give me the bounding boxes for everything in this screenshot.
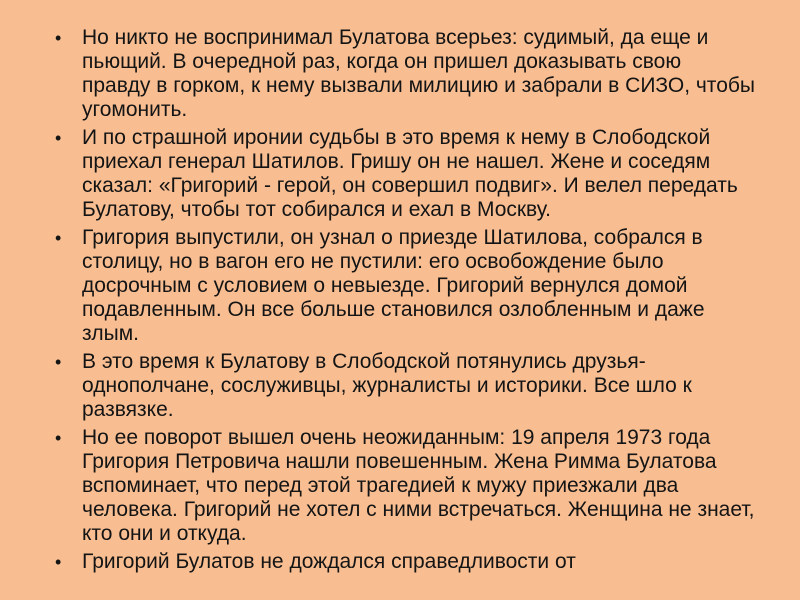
bullet-item — [55, 226, 755, 346]
paragraph-text: И по страшной иронии судьбы в это время к нему в Слободской приехал генерал Шатилов. Гришу он не нашел. Жене и соседям сказал: «Григорий - герой, он совершил подвиг». И велел передать Булатову, чтобы тот собирался и ехал в Москву. — [82, 126, 738, 221]
paragraph-text: В это время к Булатову в Слободской потянулись друзья-однополчане, сослуживцы, журналисты и историки. Все шло к развязке. — [82, 350, 692, 421]
bullet-list — [55, 26, 755, 578]
bullet-dot-icon: • — [55, 352, 62, 372]
bullet-item — [55, 26, 755, 122]
bullet-item — [55, 426, 755, 546]
bullet-dot-icon: • — [55, 428, 62, 448]
paragraph-text: Григория выпустили, он узнал о приезде Шатилова, собрался в столицу, но в вагон его не пустили: его освобождение было досрочным с условием о невыезде. Григорий вернулся домой подавленным. Он все больше становился озлобленным и даже злым. — [82, 226, 705, 345]
bullet-item — [55, 126, 755, 222]
paragraph-text: Но ее поворот вышел очень неожиданным: 19 апреля 1973 года Григория Петровича нашли повешенным. Жена Римма Булатова вспоминает, что перед этой трагедией к мужу приезжали два человека. Григорий не хотел с ними встречаться. Женщина не знает, кто они и откуда. — [82, 426, 755, 545]
paragraph-text: Но никто не воспринимал Булатова всерьез: судимый, да еще и пьющий. В очередной раз, когда он пришел доказывать свою правду в горком, к нему вызвали милицию и забрали в СИЗО, чтобы угомонить. — [82, 26, 755, 121]
bullet-item — [55, 350, 755, 422]
paragraph-text: Григорий Булатов не дождался справедливости от — [82, 550, 576, 573]
bullet-dot-icon: • — [55, 552, 62, 572]
bullet-dot-icon: • — [55, 228, 62, 248]
bullet-dot-icon: • — [55, 128, 62, 148]
bullet-item — [55, 550, 755, 574]
bullet-dot-icon: • — [55, 28, 62, 48]
